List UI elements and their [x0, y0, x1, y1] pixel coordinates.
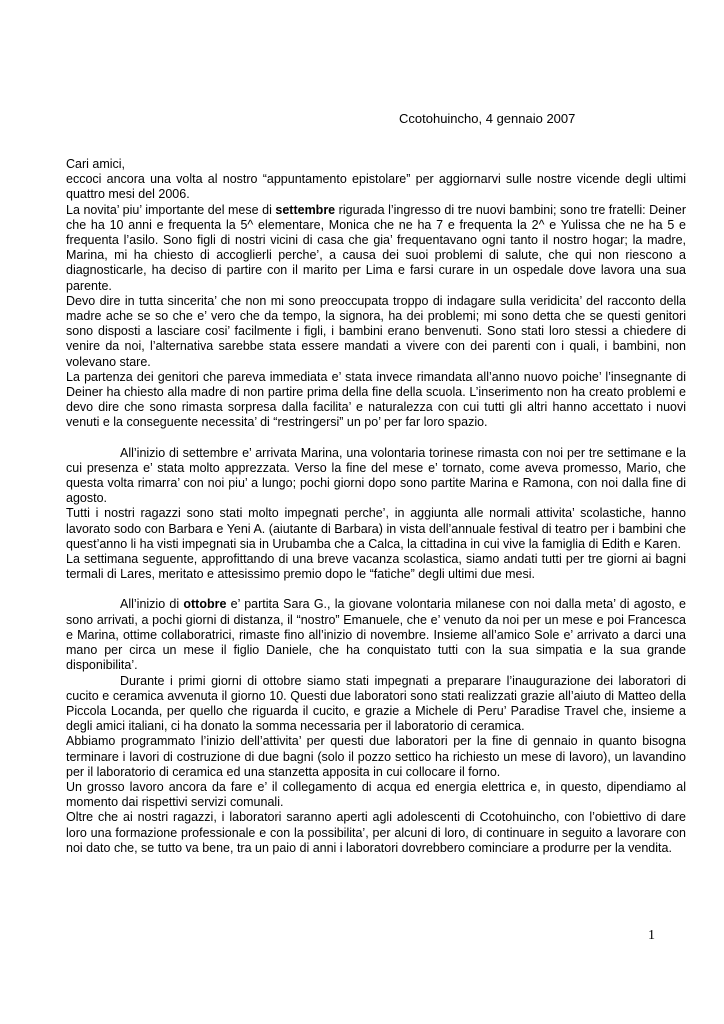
paragraph: eccoci ancora una volta al nostro “appuntamento epistolare” per aggiornarvi sulle nostre vicende degli ultimi quattro mesi del 2006. — [66, 172, 686, 202]
text-run: All’inizio di — [120, 597, 184, 612]
paragraph — [66, 203, 686, 294]
paragraph: Abbiamo programmato l’inizio dell’attivita’ per questi due laboratori per la fine di gennaio in quanto bisogna terminare i lavori di costruzione di due bagni (solo il pozzo settico ha richiesto un mese di lavoro), un lavandino per il laboratorio di ceramica ed una stanzetta apposita in cui collocare il forno. — [66, 734, 686, 779]
document-page — [66, 0, 686, 1024]
bold-month: ottobre — [183, 597, 227, 612]
page-number: 1 — [648, 928, 655, 943]
paragraph: All’inizio di settembre e’ arrivata Marina, una volontaria torinese rimasta con noi per tre settimane e la cui presenza e’ stata molto apprezzata. Verso la fine del mese e’ tornato, come aveva promesso, Mario, che questa volta rimarra’ con noi piu’ a lungo; pochi giorni dopo sono partite Marina e Ramona, con noi dalla fine di agosto. — [66, 445, 686, 506]
paragraph: Devo dire in tutta sincerita’ che non mi sono preoccupata troppo di indagare sulla veridicita’ del racconto della madre ache se so che e’ vero che da tempo, la signora, ha dei problemi; mi sono detta che se questi genitori sono disposti a lasciare cosi’ facilmente i figli, i bambini erano benvenuti. Sono stati loro stessi a chiedere di venire da noi, l’alternativa sarebbe stata essere mandati a vivere con dei parenti con i quali, i bambini, non volevano stare. — [66, 293, 686, 369]
text-run: rigurada l’ingresso di tre nuovi bambini; sono tre fratelli: Deiner che ha 10 anni e frequenta la 5^ elementare, Monica che ne ha 7 e frequenta la 2^ e Yulissa che ne ha 5 e frequenta l’asilo. Sono figli di nostri vicini di casa che gia’ frequentavano ogni tanto il nostro hogar; la madre, Marina, mi ha chiesto di accoglierli perche’, a causa dei suoi problemi di salute, che qui non riescono a diagnosticarle, ha deciso di partire con il marito per Lima e farsi curare in un ospedale dove lavora una sua parente. — [66, 202, 686, 293]
paragraph: Oltre che ai nostri ragazzi, i laboratori saranno aperti agli adolescenti di Ccotohuincho, con l’obiettivo di dare loro una formazione professionale e con la possibilita’, per alcuni di loro, di continuare in seguito a lavorare con noi dato che, se tutto va bene, tra un paio di anni i laboratori dovrebbero cominciare a produrre per la vendita. — [66, 810, 686, 855]
paragraph — [66, 597, 686, 673]
salutation: Cari amici, — [66, 157, 126, 171]
paragraph: Un grosso lavoro ancora da fare e’ il collegamento di acqua ed energia elettrica e, in questo, dipendiamo al momento dai rispettivi servizi comunali. — [66, 779, 686, 810]
paragraph: La partenza dei genitori che pareva immediata e’ stata invece rimandata all’anno nuovo poiche’ l’insegnante di Deiner ha chiesto alla madre di non partire prima della fine della scuola. L’inserimento non ha creato problemi e devo dire che sono rimasta sorpresa dalla facilita’ e naturalezza con cui tutti gli altri hanno accettato i nuovi venuti e la conseguente necessita’ di “restringersi” un po’ per far loro spazio. — [66, 369, 686, 430]
text-run: La novita’ piu’ importante del mese di — [66, 202, 276, 217]
letter-body — [66, 157, 686, 856]
text-run: e’ partita Sara G., la giovane volontaria milanese con noi dalla meta’ di agosto, e sono arrivati, a pochi giorni di distanza, il “nostro” Emanuele, che e’ venuto da noi per un mese e poi Francesca e Marina, ottime collaboratrici, rimaste fino all’inizio di novembre. Insieme all’amico Sole e’ arrivato a darci una mano per circa un mese il figlio Daniele, che ha conquistato tutti con la sua simpatia e la sua grande disponibilita’. — [66, 597, 686, 673]
paragraph: Durante i primi giorni di ottobre siamo stati impegnati a preparare l’inaugurazione dei laboratori di cucito e ceramica avvenuta il giorno 10. Questi due laboratori sono stati realizzati grazie all’aiuto di Matteo della Piccola Locanda, per quello che riguarda il cucito, e grazie a Michele di Peru’ Paradise Travel che, insieme a degli amici italiani, ci ha donato la somma necessaria per il laboratorio di ceramica. — [66, 673, 686, 734]
dateline: Ccotohuincho, 4 gennaio 2007 — [399, 111, 576, 126]
paragraph: Tutti i nostri ragazzi sono stati molto impegnati perche’, in aggiunta alle normali attivita’ scolastiche, hanno lavorato sodo con Barbara e Yeni A. (aiutante di Barbara) in vista dell’annuale festival di teatro per i bambini che quest’anno li ha visti impegnati sia in Urubamba che a Calca, la cittadina in cui vive la famiglia di Edith e Karen. — [66, 506, 686, 551]
paragraph-gap — [66, 582, 686, 597]
paragraph: La settimana seguente, approfittando di una breve vacanza scolastica, siamo andati tutti per tre giorni ai bagni termali di Lares, meritato e attesissimo premio dopo le “fatiche” degli ultimi due mesi. — [66, 552, 686, 582]
paragraph-gap — [66, 431, 686, 446]
bold-month: settembre — [275, 202, 336, 217]
